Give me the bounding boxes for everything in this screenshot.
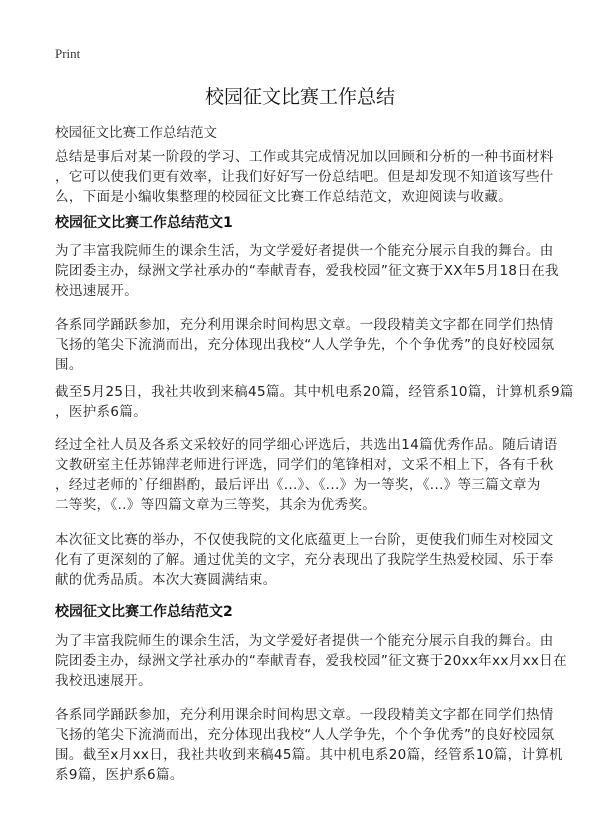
- page-title: 校园征文比赛工作总结: [204, 86, 395, 108]
- section1-paragraph-2: [55, 315, 555, 375]
- text-line: 献的优秀品质。本次大赛圆满结束。: [55, 572, 277, 588]
- section1-paragraph-1: [55, 241, 559, 301]
- section2-paragraph-1: [55, 631, 567, 691]
- text-line: 校迅速展开。: [55, 283, 139, 299]
- subtitle: 校园征文比赛工作总结范文: [55, 125, 217, 141]
- text-line: ，经过老师的`仔细斟酌，最后评出《...》、《...》为一等奖，《...》等三篇文章为: [55, 477, 541, 493]
- section1-paragraph-5: [55, 530, 554, 590]
- text-line: 我校迅速展开。: [55, 673, 152, 689]
- text-line: 本次征文比赛的举办，不仅使我院的文化底蕴更上一台阶，更使我们师生对校园文: [55, 532, 554, 548]
- text-line: 总结是事后对某一阶段的学习、工作或其完成情况加以回顾和分析的一种书面材料: [55, 149, 554, 165]
- section1-paragraph-3: [55, 382, 574, 422]
- text-line: 么，下面是小编收集整理的校园征文比赛工作总结范文，欢迎阅读与收藏。: [55, 189, 513, 205]
- text-line: 围。截至x月xx日，我社共收到来稿45篇。其中机电系20篇，经管系10篇，计算机: [55, 747, 564, 763]
- text-line: 各系同学踊跃参加，充分利用课余时间构思文章。一段段精美文字都在同学们热情: [55, 317, 554, 333]
- text-line: 院团委主办，绿洲文学社承办的“奉献青春，爱我校园”征文赛于20xx年xx月xx日在: [55, 653, 567, 669]
- section2-paragraph-2: [55, 705, 564, 785]
- text-line: 飞扬的笔尖下流淌而出，充分体现出我校“人人学争先，个个争优秀”的良好校园氛: [55, 337, 555, 353]
- intro-paragraph: [55, 147, 554, 207]
- text-line: ，它可以使我们更有效率，让我们好好写一份总结吧。但是却发现不知道该写些什: [55, 169, 554, 185]
- text-line: 二等奖，《..》等四篇文章为三等奖，其余为优秀奖。: [55, 497, 377, 513]
- text-line: 截至5月25日，我社共收到来稿45篇。其中机电系20篇，经管系10篇，计算机系9篇: [55, 384, 574, 400]
- text-line: 各系同学踊跃参加，充分利用课余时间构思文章。一段段精美文字都在同学们热情: [55, 707, 554, 723]
- text-line: 化有了更深刻的了解。通过优美的文字，充分表现出了我院学生热爱校园、乐于奉: [55, 552, 554, 568]
- section2-heading: 校园征文比赛工作总结范文2: [55, 604, 233, 620]
- text-line: ，医护系6篇。: [55, 404, 148, 420]
- print-link[interactable]: Print: [55, 46, 81, 61]
- section1-heading: 校园征文比赛工作总结范文1: [55, 215, 233, 231]
- text-line: 围。: [55, 357, 83, 373]
- section1-paragraph-4: [55, 435, 558, 515]
- text-line: 为了丰富我院师生的课余生活，为文学爱好者提供一个能充分展示自我的舞台。由: [55, 243, 554, 259]
- text-line: 系9篇，医护系6篇。: [55, 767, 184, 783]
- text-line: 经过全社人员及各系文采较好的同学细心评选后，共选出14篇优秀作品。随后请语: [55, 437, 558, 453]
- text-line: 院团委主办，绿洲文学社承办的“奉献青春，爱我校园”征文赛于XX年5月18日在我: [55, 263, 559, 279]
- text-line: 文教研室主任苏锦萍老师进行评选，同学们的笔锋相对，文采不相上下，各有千秋: [55, 457, 554, 473]
- text-line: 为了丰富我院师生的课余生活，为文学爱好者提供一个能充分展示自我的舞台。由: [55, 633, 554, 649]
- text-line: 飞扬的笔尖下流淌而出，充分体现出我校“人人学争先，个个争优秀”的良好校园氛: [55, 727, 555, 743]
